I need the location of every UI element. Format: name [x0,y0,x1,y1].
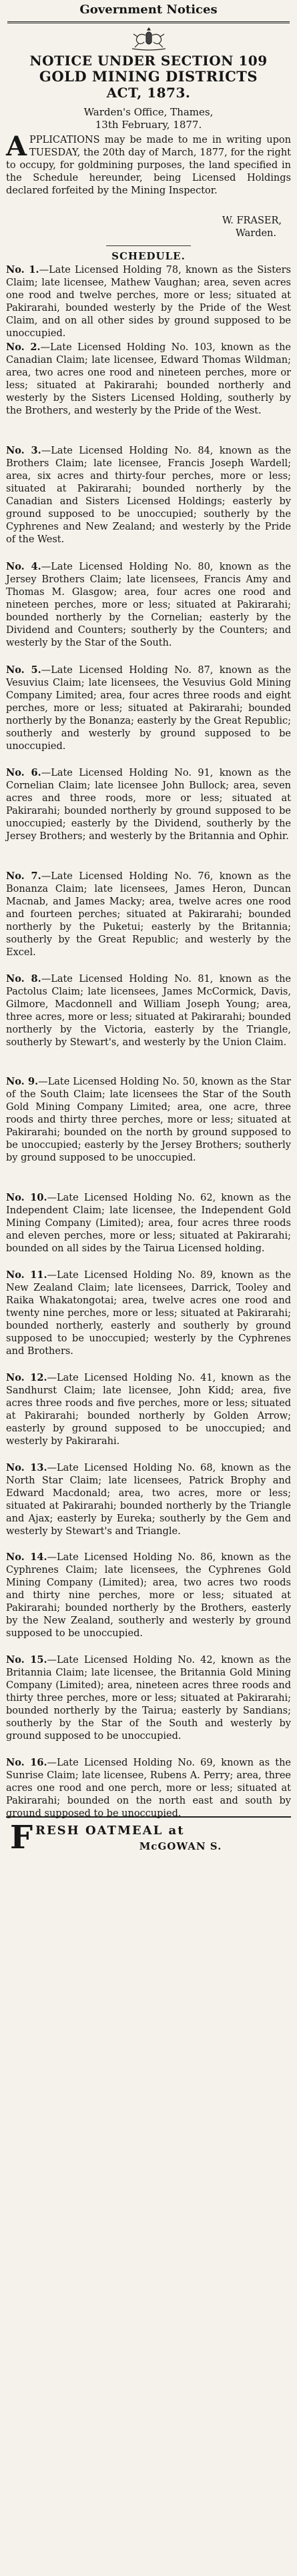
entry-text: —Late Licensed Holding No. 41, known as the Sandhurst Claim; late licensee, John Kidd; area, five acres three roods and five perches, more or less; situated at Pakirarahi; bounded northerly by Golden Arrow; easterly by ground supposed to be unoccupied; and westerly by Pakirarahi. [6,1373,291,1447]
intro-text: PPLICATIONS may be made to me in writing upon TUESDAY, the 20th day of March, 1877, for the right to occupy, for goldmining purposes, the land specified in the Schedule hereunder, being Licensed Holdings declared forfeited by the Mining Inspector. [6,135,291,196]
advertisement [6,1819,291,1863]
entry-number: No. 6. [6,767,41,778]
ad-headline: RESH OATMEAL at [35,1824,185,1838]
notice-title [6,53,291,101]
entry-text: —Late Licensed Holding No. 81, known as the Pactolus Claim; late licensees, James McCormick, Davis, Gilmore, Macdonnell and William Joseph Young; area, three acres, more or less; situated at Pakirarahi; bounded northerly by the Victoria, easterly by the Triangle, southerly by Stewart's, and westerly by the Union Claim. [6,974,291,1048]
entry-text: —Late Licensed Holding No. 42, known as the Britannia Claim; late licensee, the Britannia Gold Mining Company (Limited); area, nineteen acres three roods and thirty three perches, more or less; situated at Pakirarahi; bounded northerly by the Tairua; easterly by Sandians; southerly by the Star of the South and westerly by ground supposed to be unoccupied. [6,1655,291,1742]
notice-title-line1: NOTICE UNDER SECTION 109 [29,53,268,69]
entry-number: No. 9. [6,1076,39,1087]
entry-number: No. 3. [6,445,41,456]
schedule-entry [6,560,291,664]
entry-number: No. 4. [6,561,41,572]
schedule-entry [6,1269,291,1371]
schedule-entry [6,1075,291,1191]
section-header: Government Notices [7,1,290,23]
intro-dropcap: A [6,131,27,162]
schedule-entry [6,263,291,341]
schedule-entry [6,341,291,444]
entry-number: No. 11. [6,1269,47,1281]
entry-text: —Late Licensed Holding No. 84, known as the Brothers Claim; late licensee, Francis Joseph Wardell; area, six acres and thirty-four perches, more or less; situated at Pakirarahi; bounded northerly by the Canadian and Sisters Licensed Holdings; easterly by ground supposed to be unoccupied; southerly by the Cyphrenes and New Zealand; and westerly by the Pride of the West. [6,446,291,545]
entry-number: No. 5. [6,664,41,676]
ad-dropcap: F [10,1819,33,1856]
entry-number: No. 16. [6,1757,47,1768]
schedule-entry [6,1371,291,1461]
schedule-entry [6,664,291,766]
entry-text: —Late Licensed Holding No. 80, known as the Jersey Brothers Claim; late licensees, Francis Amy and Thomas M. Glasgow; area, four acres one rood and nineteen perches, more or less; situated at Pakirarahi; bounded northerly by the Cornelian; easterly by the Dividend and Counters; southerly by the Counters; and westerly by the Star of the South. [6,562,291,648]
schedule-entry [6,1551,291,1654]
schedule-entry [6,1756,291,1819]
entry-number: No. 7. [6,870,41,882]
signature-title: Warden. [235,228,276,239]
schedule-entry [6,1461,291,1551]
notice-title-line2: GOLD MINING DISTRICTS [39,68,258,85]
entry-number: No. 14. [6,1551,47,1563]
entry-text: —Late Licensed Holding No. 87, known as the Vesuvius Claim; late licensees, the Vesuvius Gold Mining Company Limited; area, four acres three roods and eight perches, more or less; situated at Pakirarahi; bounded northerly by the Bonanza; easterly by the Great Republic; southerly and westerly by ground supposed to be unoccupied. [6,665,291,752]
signature-block [6,215,291,240]
entry-text: —Late Licensed Holding No. 62, known as the Independent Claim; late licensee, the Independent Gold Mining Company (Limited); area, four acres three roods and eleven perches, more or less; situated at Pakirarahi; bounded on all sides by the Tairua Licensed holding. [6,1193,291,1254]
entry-text: —Late Licensed Holding No. 86, known as the Cyphrenes Claim; late licensees, the Cyphrenes Gold Mining Company (Limited); area, two acres two roods and thirty nine perches, more or less; situated at Pakirarahi; bounded northerly by the Brothers, easterly by the New Zealand, southerly and westerly by ground supposed to be unoccupied. [6,1552,291,1639]
entry-number: No. 13. [6,1462,47,1473]
office-date: 13th February, 1877. [95,119,202,131]
entry-number: No. 8. [6,973,41,985]
entry-text: —Late Licensed Holding No. 76, known as the Bonanza Claim; late licensees, James Heron, Duncan Macnab, and James Macky; area, twelve acres one rood and fourteen perches; situated at Pakirarahi; bounded northerly by the Puketui; easterly by the Britannia; southerly by the Great Republic; and westerly by the Excel. [6,871,291,958]
schedule-entry [6,870,291,973]
entry-number: No. 15. [6,1654,47,1666]
entry-text: —Late Licensed Holding No. 103, known as the Canadian Claim; late licensee, Edward Thomas Wildman; area, two acres one rood and nineteen perches, more or less; situated at Pakirarahi; bounded northerly and westerly by the Sisters Licensed Holding, southerly by the Brothers, and westerly by the Pride of the West. [6,342,291,416]
divider [106,245,191,246]
schedule-entry [6,444,291,560]
schedule-heading: SCHEDULE. [111,250,186,262]
entry-text: —Late Licensed Holding 78, known as the Sisters Claim; late licensee, Mathew Vaughan; area, seven acres one rood and twelve perches, more or less; situated at Pakirarahi, bounded westerly by the Pride of the West Claim, and on all other sides by ground supposed to be unoccupied. [6,265,291,339]
schedule-entry [6,1654,291,1756]
schedule-entry [6,1191,291,1269]
entry-number: No. 1. [6,264,39,275]
entry-text: —Late Licensed Holding No. 89, known as the New Zealand Claim; late licensees, Darrick, Tooley and Raika Whakatongotai; area, twelve acres one rood and twenty nine perches, more or less; situated at Pakirarahi; bounded northerly, easterly and southerly by ground supposed to be unoccupied; westerly by the Cyphrenes and Brothers. [6,1270,291,1357]
intro-paragraph [6,131,291,215]
schedule-entry [6,766,291,870]
entry-text: —Late Licensed Holding No. 69, known as the Sunrise Claim; late licensee, Rubens A. Perry; area, three acres one rood and one perch, more or less; situated at Pakirarahi; bounded on the north east and south by ground supposed to be unoccupied. [6,1758,291,1819]
schedule-entry [6,973,291,1075]
schedule-list [6,263,291,1819]
entry-text: —Late Licensed Holding No. 91, known as the Cornelian Claim; late licensee John Bullock; area, seven acres and three roods, more or less; situated at Pakirarahi; bounded northerly by ground supposed to be unoccupied; easterly by the Dividend, southerly by the Jersey Brothers; and westerly by the Britannia and Ophir. [6,768,291,842]
ad-merchant: McGOWAN S. [139,1840,222,1852]
office-dateline [6,106,291,131]
entry-text: —Late Licensed Holding No. 68, known as the North Star Claim; late licensees, Patrick Brophy and Edward Macdonald; area, two acres, more or less; situated at Pakirarahi; bounded northerly by the Triangle and Ajax; easterly by Eureka; southerly by the Gem and westerly by Stewart's and Triangle. [6,1463,291,1537]
office-name: Warden's Office, Thames, [83,106,214,118]
royal-crest-icon [125,27,172,51]
entry-number: No. 2. [6,342,41,353]
signature-name: W. FRASER, [222,215,282,226]
entry-text: —Late Licensed Holding No. 50, known as the Star of the South Claim; late licensees the Star of the South Gold Mining Company Limited; area, one acre, three roods and thirty three perches, more or less; situated at Pakirarahi; bounded on the north by ground supposed to be unoccupied; easterly by the Jersey Brothers; southerly by ground supposed to be unoccupied. [6,1077,291,1163]
entry-number: No. 10. [6,1192,47,1203]
notice-title-line3: ACT, 1873. [106,85,191,101]
entry-number: No. 12. [6,1372,47,1383]
